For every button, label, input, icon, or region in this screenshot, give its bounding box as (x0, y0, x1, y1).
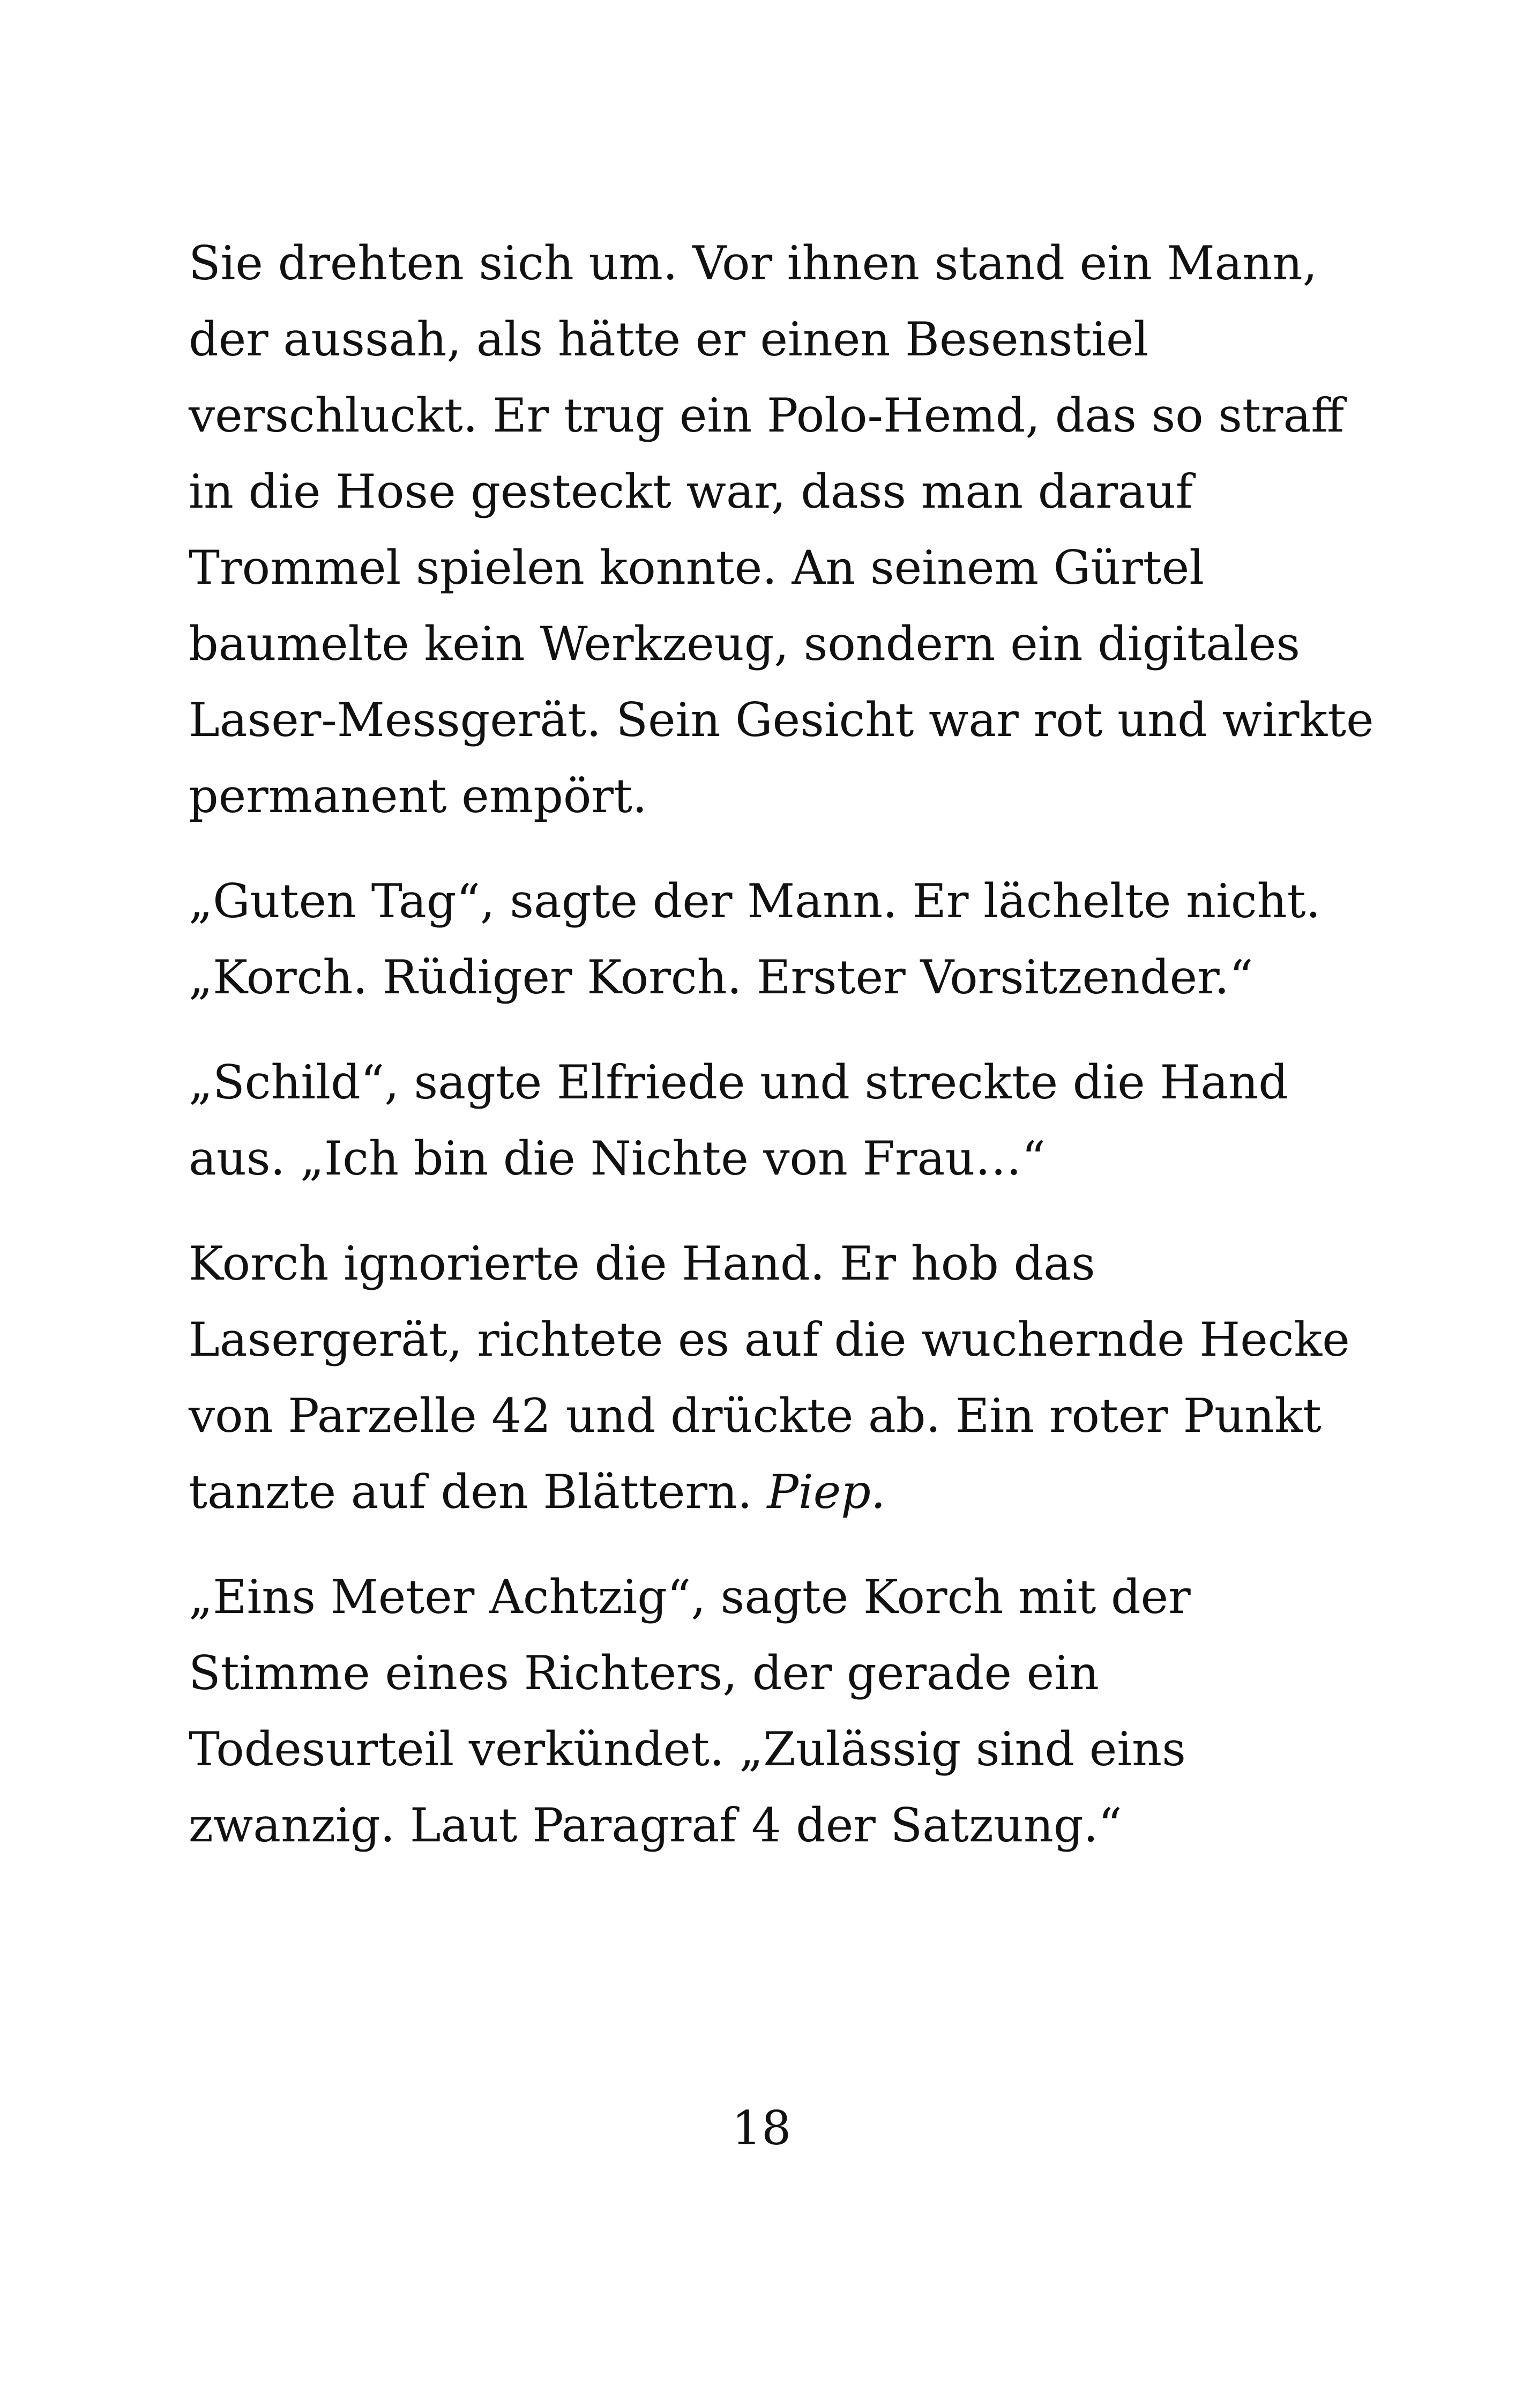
text-line: Stimme eines Richters, der gerade ein (189, 1646, 1099, 1700)
text-line: „Korch. Rüdiger Korch. Erster Vorsitzender.“ (189, 950, 1253, 1005)
text-line: „Eins Meter Achtzig“, sagte Korch mit der (189, 1570, 1191, 1624)
text-line: Laser-Messgerät. Sein Gesicht war rot und wirkte (189, 693, 1374, 747)
italic-sound-word: Piep. (767, 1465, 886, 1519)
text-line: „Schild“, sagte Elfriede und streckte die Hand (189, 1055, 1288, 1110)
text-line: „Guten Tag“, sagte der Mann. Er lächelte nicht. (189, 874, 1321, 928)
text-line: Korch ignorierte die Hand. Er hob das (189, 1236, 1095, 1291)
paragraph-1 (189, 225, 1374, 834)
paragraph-3 (189, 1044, 1330, 1196)
text-line: von Parzelle 42 und drückte ab. Ein roter Punkt (189, 1388, 1322, 1443)
text-line: tanzte auf den Blättern. (189, 1465, 752, 1519)
text-line: aus. „Ich bin die Nichte von Frau…“ (189, 1131, 1046, 1186)
paragraph-4 (189, 1225, 1350, 1530)
paragraph-2 (189, 863, 1330, 1015)
page-number: 18 (731, 2101, 792, 2156)
text-line: verschluckt. Er trug ein Polo-Hemd, das so straff (189, 388, 1345, 443)
paragraph-5 (189, 1559, 1330, 1863)
text-line: Trommel spielen konnte. An seinem Gürtel (189, 540, 1205, 595)
text-line: Sie drehten sich um. Vor ihnen stand ein Mann, (189, 236, 1318, 291)
text-line: Todesurteil verkündet. „Zulässig sind eins (189, 1722, 1186, 1777)
text-line: der aussah, als hätte er einen Besenstiel (189, 312, 1149, 367)
text-line: zwanzig. Laut Paragraf 4 der Satzung.“ (189, 1798, 1122, 1853)
text-line-with-italic (189, 1454, 1330, 1530)
text-line: permanent empört. (189, 769, 647, 823)
text-line: baumelte kein Werkzeug, sondern ein digitales (189, 616, 1301, 671)
text-line: Lasergerät, richtete es auf die wuchernde Hecke (189, 1312, 1350, 1367)
text-line: in die Hose gesteckt war, dass man darauf (189, 464, 1193, 519)
body-text (189, 225, 1374, 1892)
